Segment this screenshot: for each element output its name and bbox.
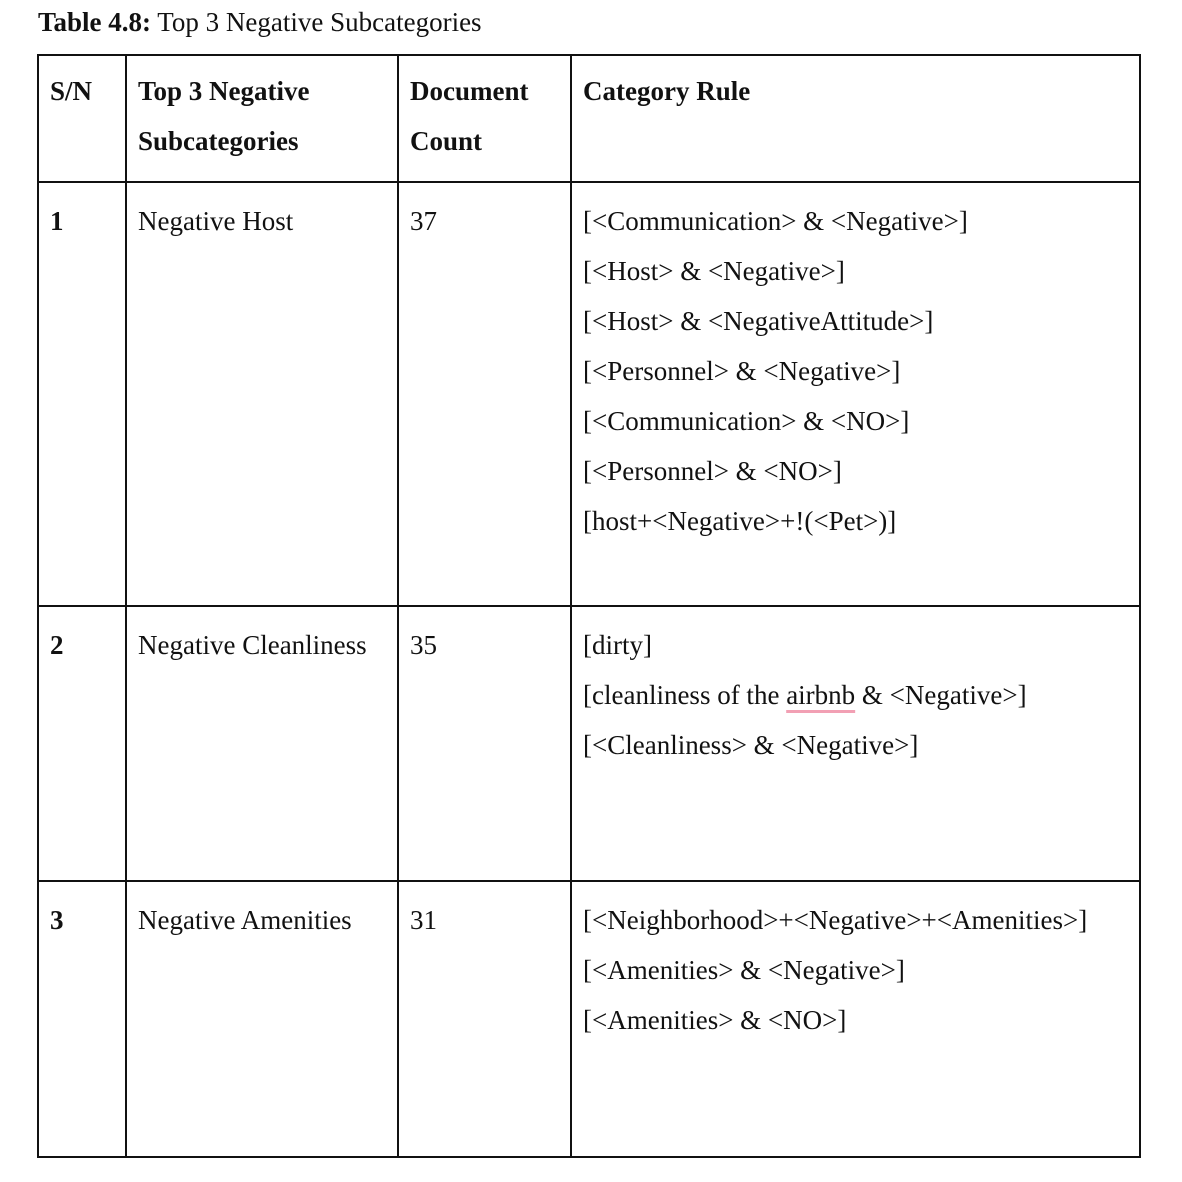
- rule-line: [<Host> & <Negative>]: [583, 256, 845, 286]
- row-category-rules: [571, 182, 1140, 606]
- header-category-rule: Category Rule: [571, 55, 1140, 182]
- header-sn: S/N: [38, 55, 126, 182]
- rule-line: [<Communication> & <NO>]: [583, 406, 910, 436]
- header-subcategory: Top 3 Negative Subcategories: [126, 55, 398, 182]
- rule-line: [cleanliness of the airbnb & <Negative>]: [583, 680, 1027, 710]
- table-row: [38, 881, 1140, 1157]
- rule-line: [<Personnel> & <NO>]: [583, 456, 842, 486]
- row-document-count: 31: [398, 881, 571, 1157]
- row-sn: 2: [38, 606, 126, 881]
- rule-line: [<Host> & <NegativeAttitude>]: [583, 306, 934, 336]
- row-document-count: 37: [398, 182, 571, 606]
- rule-line: [<Personnel> & <Negative>]: [583, 356, 901, 386]
- negative-subcategories-table: [37, 54, 1141, 1158]
- table-header-row: [38, 55, 1140, 182]
- caption-label: Table 4.8:: [38, 7, 152, 37]
- header-document-count: Document Count: [398, 55, 571, 182]
- rule-line: [<Amenities> & <Negative>]: [583, 955, 905, 985]
- row-subcategory: Negative Amenities: [126, 881, 398, 1157]
- table-row: [38, 606, 1140, 881]
- row-document-count: 35: [398, 606, 571, 881]
- table-caption: [38, 4, 482, 40]
- row-sn: 1: [38, 182, 126, 606]
- table-row: [38, 182, 1140, 606]
- row-category-rules: [571, 881, 1140, 1157]
- rule-line: [<Communication> & <Negative>]: [583, 206, 968, 236]
- rule-line: [<Cleanliness> & <Negative>]: [583, 730, 919, 760]
- rule-line: [host+<Negative>+!(<Pet>)]: [583, 506, 897, 536]
- spellcheck-flagged-word: airbnb: [786, 680, 856, 710]
- row-subcategory: Negative Cleanliness: [126, 606, 398, 881]
- row-sn: 3: [38, 881, 126, 1157]
- rule-line: [dirty]: [583, 630, 652, 660]
- row-category-rules: [571, 606, 1140, 881]
- row-subcategory: Negative Host: [126, 182, 398, 606]
- rule-line: [<Amenities> & <NO>]: [583, 1005, 847, 1035]
- caption-title: Top 3 Negative Subcategories: [151, 7, 482, 37]
- rule-line: [<Neighborhood>+<Negative>+<Amenities>]: [583, 905, 1088, 935]
